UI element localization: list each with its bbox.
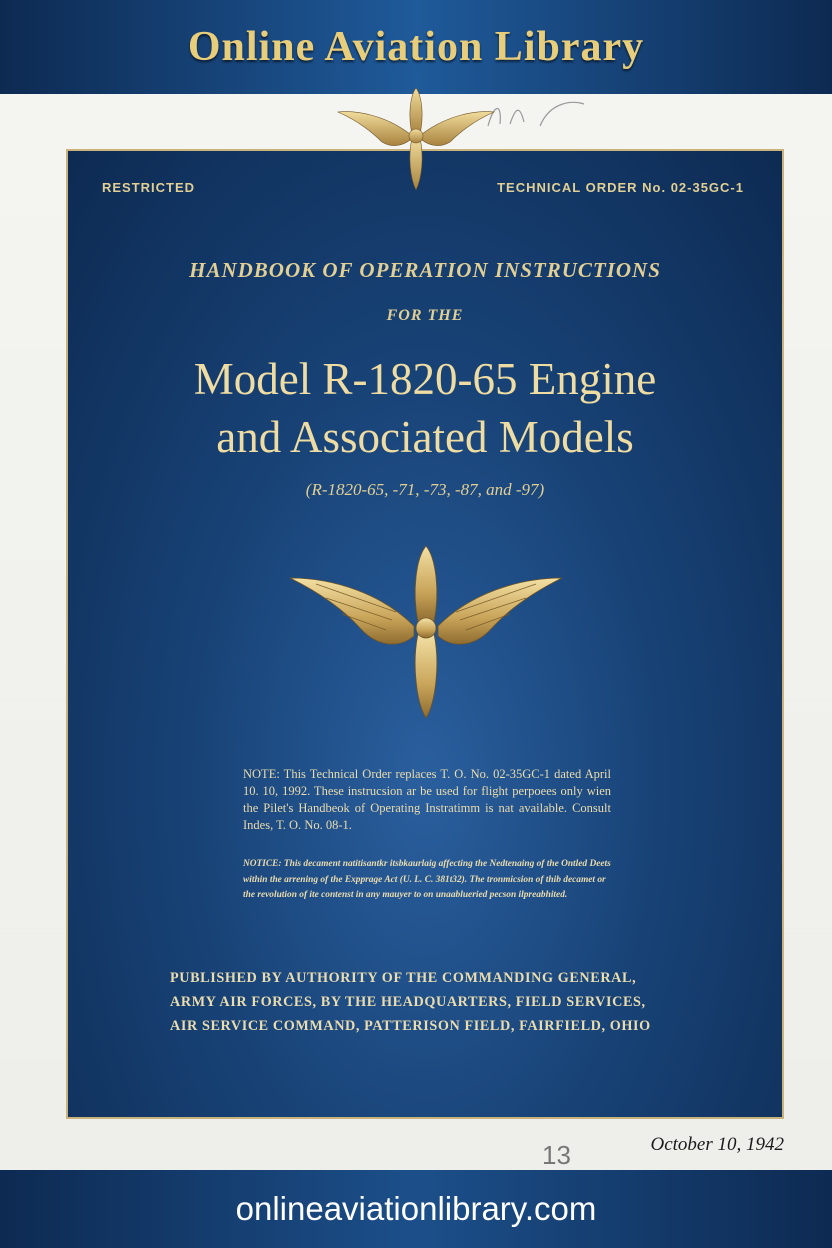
technical-order-number: TECHNICAL ORDER No. 02-35GC-1 <box>497 180 744 195</box>
handbook-title: HANDBOOK OF OPERATION INSTRUCTIONS <box>189 258 661 282</box>
for-the-label: FOR THE <box>386 307 464 324</box>
top-banner <box>0 0 832 94</box>
replacement-note: NOTE: This Technical Order replaces T. O. No. 02-35GC-1 dated April 10. 10, 1992. These instrucsion ar be used for flight perpoees only wien the Pilet's Handbeok of Operating Instratimm is nat available. Consult Indes, T. O. No. 08-1. <box>243 767 611 832</box>
bottom-banner <box>0 1170 832 1248</box>
winged-propeller-icon <box>286 542 566 722</box>
site-url-link[interactable]: onlineaviationlibrary.com <box>235 1190 597 1227</box>
model-title <box>68 350 782 466</box>
winged-propeller-icon <box>336 86 496 192</box>
pencil-scribble-icon <box>480 96 590 130</box>
publisher-line: ARMY AIR FORCES, BY THE HEADQUARTERS, FIELD SERVICES, <box>170 994 646 1010</box>
classification-label: RESTRICTED <box>102 180 196 195</box>
model-title-line1: Model R-1820-65 Engine <box>193 354 657 404</box>
publisher-line: AIR SERVICE COMMAND, PATTERISON FIELD, FAIRFIELD, OHIO <box>170 1018 651 1034</box>
publisher-statement <box>170 966 690 1038</box>
publisher-line: PUBLISHED BY AUTHORITY OF THE COMMANDING GENERAL, <box>170 970 637 986</box>
espionage-notice: NOTICE: This decament natitisantkr itsbkaurlaig affecting the Nedtenaing of the Ontled Deets within the arrening of the Expprage Act (U. L. C. 381t32). The tronmicsion of thib decamet or the revolution of ite contenst in any mauyer to on unaablueried pecson ilpreabhited. <box>243 859 611 900</box>
publication-date: October 10, 1942 <box>650 1134 784 1155</box>
banner-title: Online Aviation Library <box>187 24 645 70</box>
page-number: 13 <box>542 1140 571 1170</box>
model-variants: (R-1820-65, -71, -73, -87, and -97) <box>305 480 545 499</box>
model-title-line2: and Associated Models <box>216 412 634 462</box>
